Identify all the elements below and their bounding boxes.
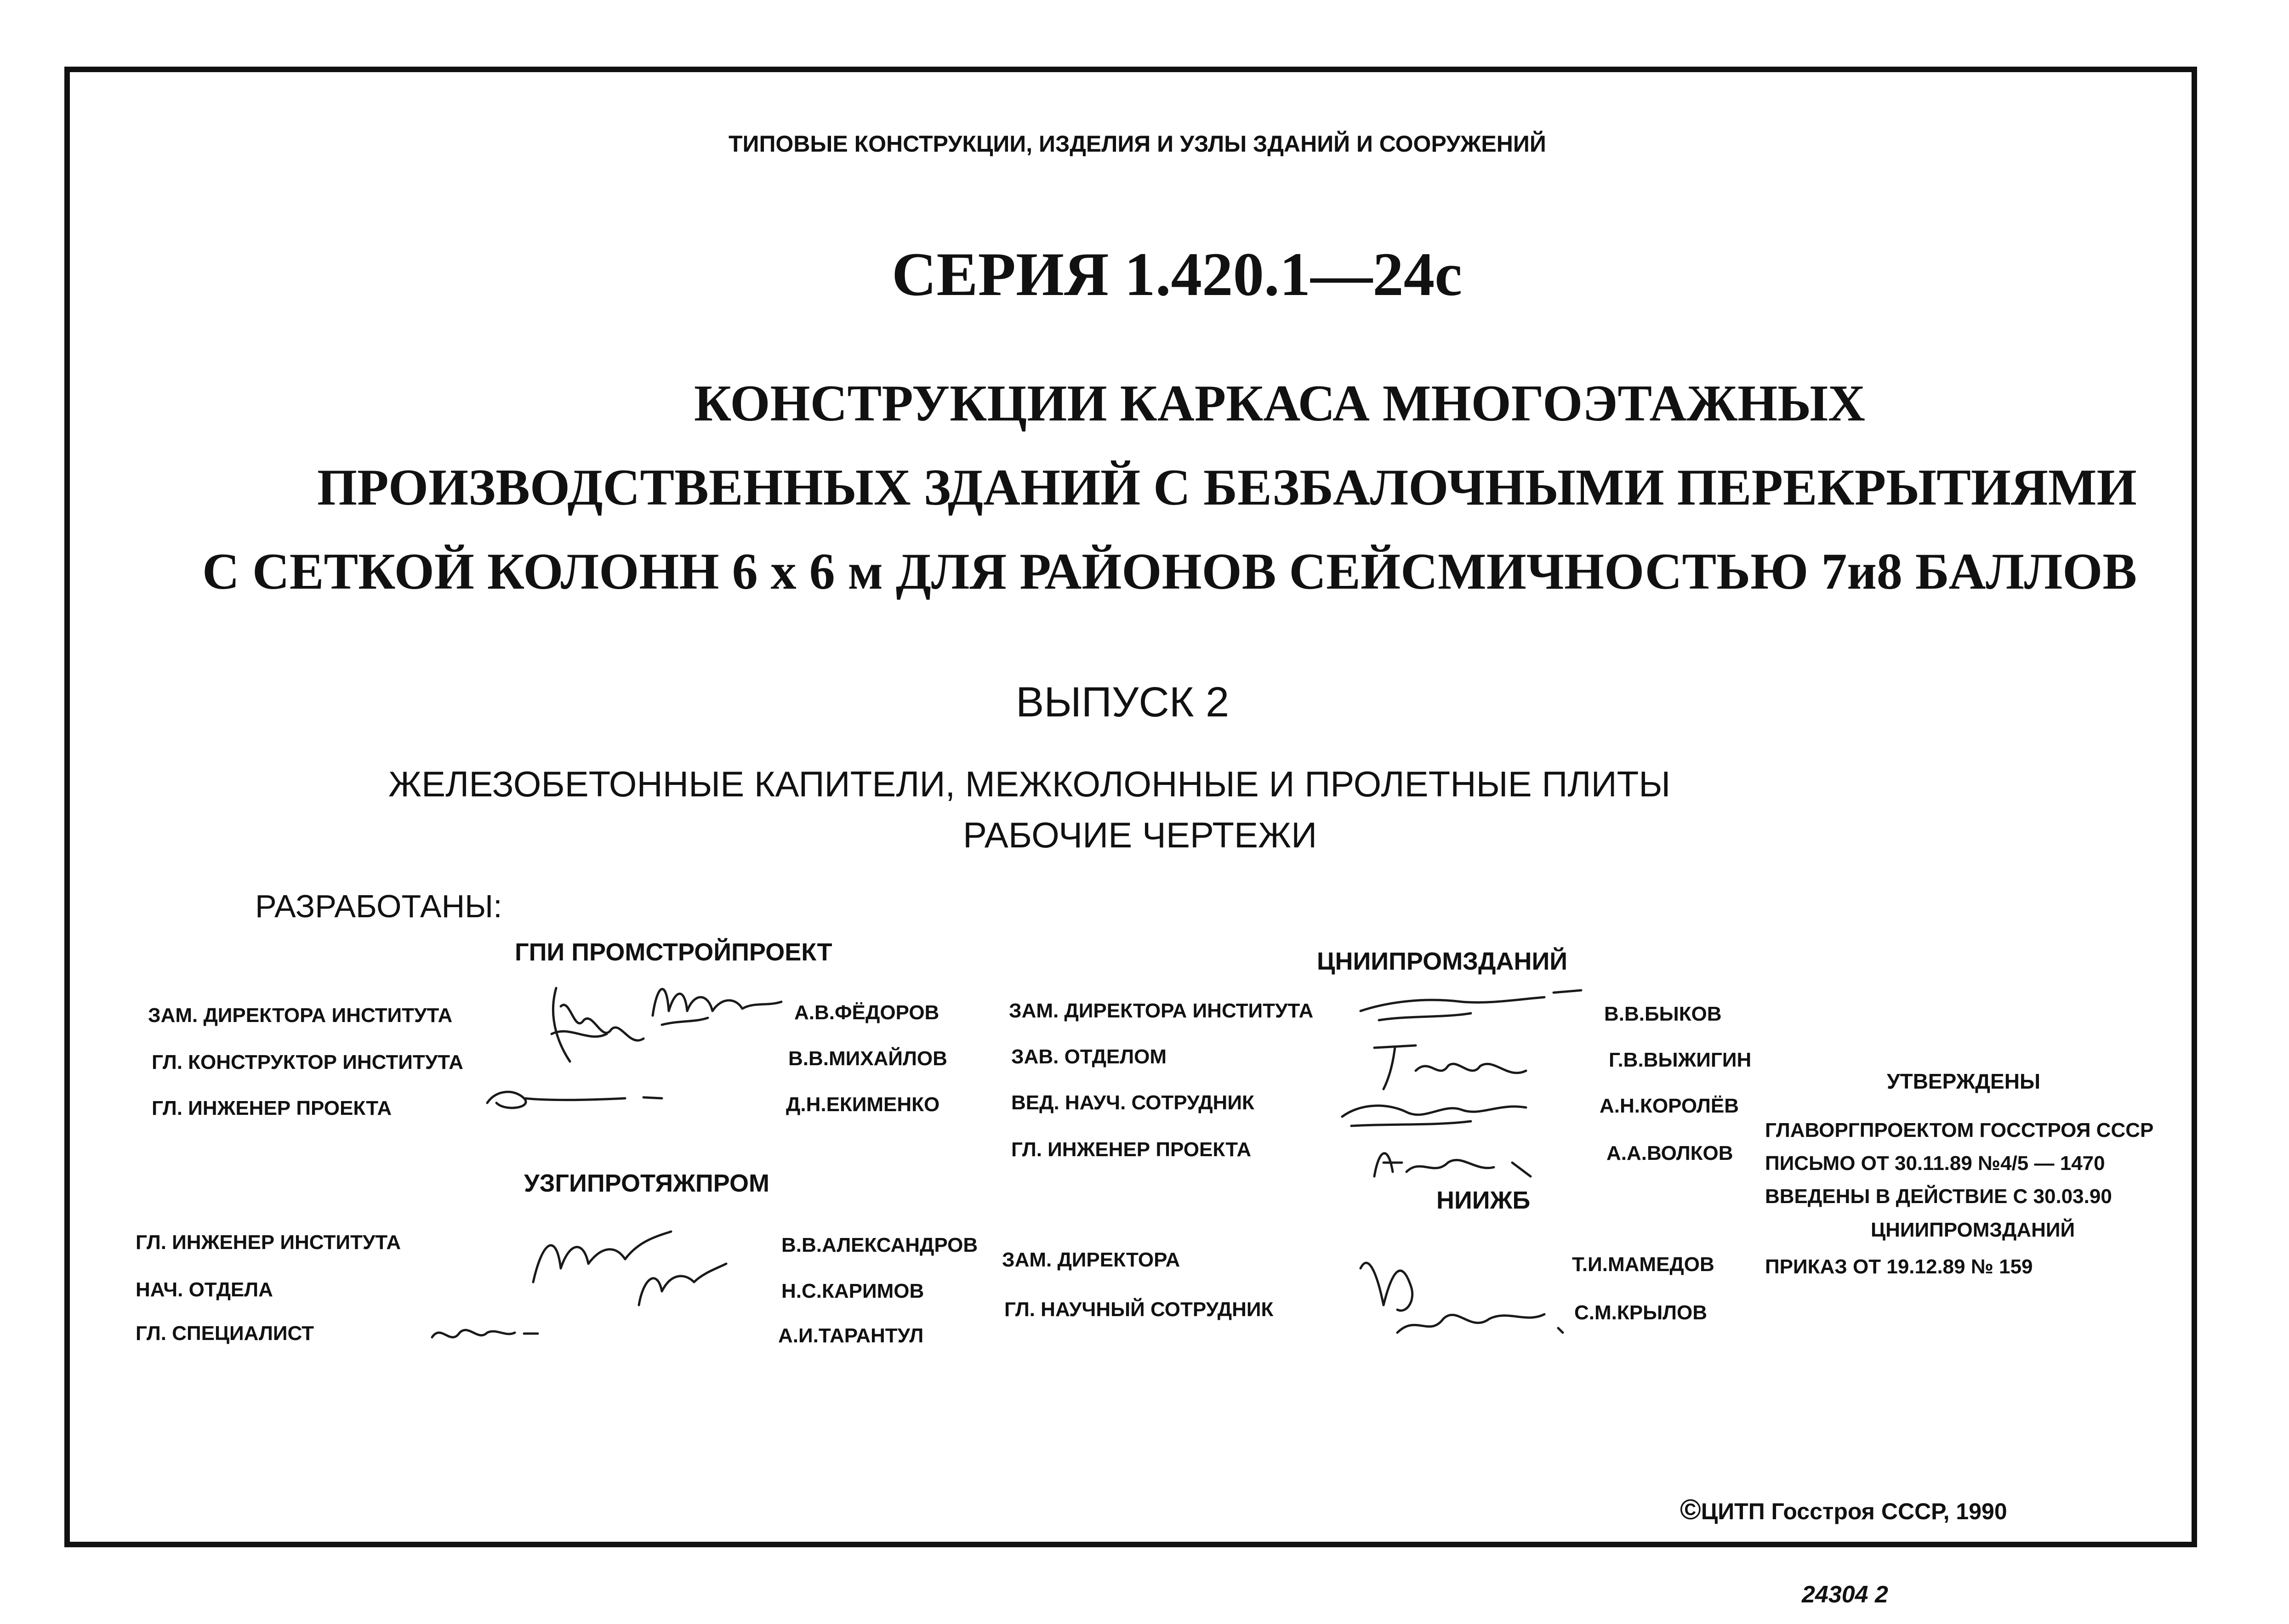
approval-line: ПРИКАЗ ОТ 19.12.89 № 159: [1765, 1255, 2033, 1278]
org-name: НИИЖБ: [1436, 1187, 1531, 1214]
document-title-line-1: КОНСТРУКЦИИ КАРКАСА МНОГОЭТАЖНЫХ: [694, 375, 1866, 432]
staff-role: ВЕД. НАУЧ. СОТРУДНИК: [1011, 1091, 1254, 1114]
staff-person: Д.Н.ЕКИМЕНКО: [786, 1093, 940, 1116]
staff-role: ЗАВ. ОТДЕЛОМ: [1011, 1045, 1167, 1068]
org-name: ГПИ ПРОМСТРОЙПРОЕКТ: [515, 938, 832, 966]
copyright-notice: [1680, 1496, 2007, 1524]
staff-person: Т.И.МАМЕДОВ: [1572, 1253, 1714, 1276]
staff-role: ГЛ. НАУЧНЫЙ СОТРУДНИК: [1004, 1298, 1274, 1321]
approval-line: ЦНИИПРОМЗДАНИЙ: [1871, 1219, 2075, 1241]
approval-line: ГЛАВОРГПРОЕКТОМ ГОССТРОЯ СССР: [1765, 1119, 2154, 1141]
subtitle-line-1: ЖЕЛЕЗОБЕТОННЫЕ КАПИТЕЛИ, МЕЖКОЛОННЫЕ И ПРОЛЕТНЫЕ ПЛИТЫ: [388, 764, 1671, 804]
staff-role: ГЛ. ИНЖЕНЕР ПРОЕКТА: [1011, 1138, 1252, 1161]
series-number: СЕРИЯ 1.420.1—24с: [892, 240, 1463, 309]
copyright-icon: ©: [1680, 1494, 1701, 1526]
staff-role: ГЛ. СПЕЦИАЛИСТ: [136, 1322, 314, 1345]
org-name: ЦНИИПРОМЗДАНИЙ: [1317, 948, 1568, 975]
approval-title: УТВЕРЖДЕНЫ: [1887, 1069, 2040, 1093]
staff-person: Г.В.ВЫЖИГИН: [1609, 1049, 1752, 1071]
signature: [1333, 1085, 1554, 1135]
org-name: УЗГИПРОТЯЖПРОМ: [524, 1170, 769, 1197]
signature: [1351, 1241, 1590, 1351]
staff-person: Н.С.КАРИМОВ: [781, 1280, 924, 1302]
staff-role: ЗАМ. ДИРЕКТОРА ИНСТИТУТА: [148, 1004, 453, 1027]
subtitle-line-2: РАБОЧИЕ ЧЕРТЕЖИ: [963, 815, 1317, 855]
approval-line: ПИСЬМО ОТ 30.11.89 №4/5 — 1470: [1765, 1152, 2105, 1175]
copyright-text: ЦИТП Госстроя СССР, 1990: [1701, 1499, 2007, 1524]
signature: [423, 1314, 542, 1351]
approval-line: ВВЕДЕНЫ В ДЕЙСТВИЕ С 30.03.90: [1765, 1185, 2112, 1208]
staff-person: А.В.ФЁДОРОВ: [794, 1001, 940, 1024]
signature: [1351, 983, 1590, 1034]
staff-role: ГЛ. КОНСТРУКТОР ИНСТИТУТА: [152, 1051, 463, 1073]
staff-person: А.А.ВОЛКОВ: [1606, 1142, 1733, 1164]
staff-person: С.М.КРЫЛОВ: [1574, 1301, 1708, 1324]
signature: [643, 974, 791, 1029]
staff-person: В.В.МИХАЙЛОВ: [788, 1047, 947, 1070]
staff-role: ЗАМ. ДИРЕКТОРА: [1002, 1249, 1180, 1271]
document-category: ТИПОВЫЕ КОНСТРУКЦИИ, ИЗДЕЛИЯ И УЗЛЫ ЗДАНИЙ И СООРУЖЕНИЙ: [729, 131, 1546, 157]
staff-person: А.И.ТАРАНТУЛ: [778, 1324, 924, 1347]
staff-role: ЗАМ. ДИРЕКТОРА ИНСТИТУТА: [1009, 999, 1314, 1022]
staff-role: НАЧ. ОТДЕЛА: [136, 1278, 273, 1301]
signature: [1356, 1130, 1549, 1190]
issue-number: ВЫПУСК 2: [1016, 679, 1230, 726]
staff-role: ГЛ. ИНЖЕНЕР ИНСТИТУТА: [136, 1231, 401, 1254]
signature: [519, 1213, 731, 1314]
staff-person: В.В.АЛЕКСАНДРОВ: [781, 1234, 978, 1256]
staff-person: А.Н.КОРОЛЁВ: [1600, 1095, 1739, 1117]
sheet-number: 24304 2: [1802, 1581, 1888, 1608]
staff-role: ГЛ. ИНЖЕНЕР ПРОЕКТА: [152, 1097, 392, 1119]
signature: [478, 1075, 671, 1117]
document-title-line-2: ПРОИЗВОДСТВЕННЫХ ЗДАНИЙ С БЕЗБАЛОЧНЫМИ ПЕРЕКРЫТИЯМИ: [317, 459, 2137, 516]
staff-person: В.В.БЫКОВ: [1604, 1003, 1722, 1025]
developed-by-label: РАЗРАБОТАНЫ:: [255, 888, 502, 924]
document-title-line-3: С СЕТКОЙ КОЛОНН 6 х 6 м ДЛЯ РАЙОНОВ СЕЙСМИЧНОСТЬЮ 7и8 БАЛЛОВ: [202, 543, 2137, 600]
